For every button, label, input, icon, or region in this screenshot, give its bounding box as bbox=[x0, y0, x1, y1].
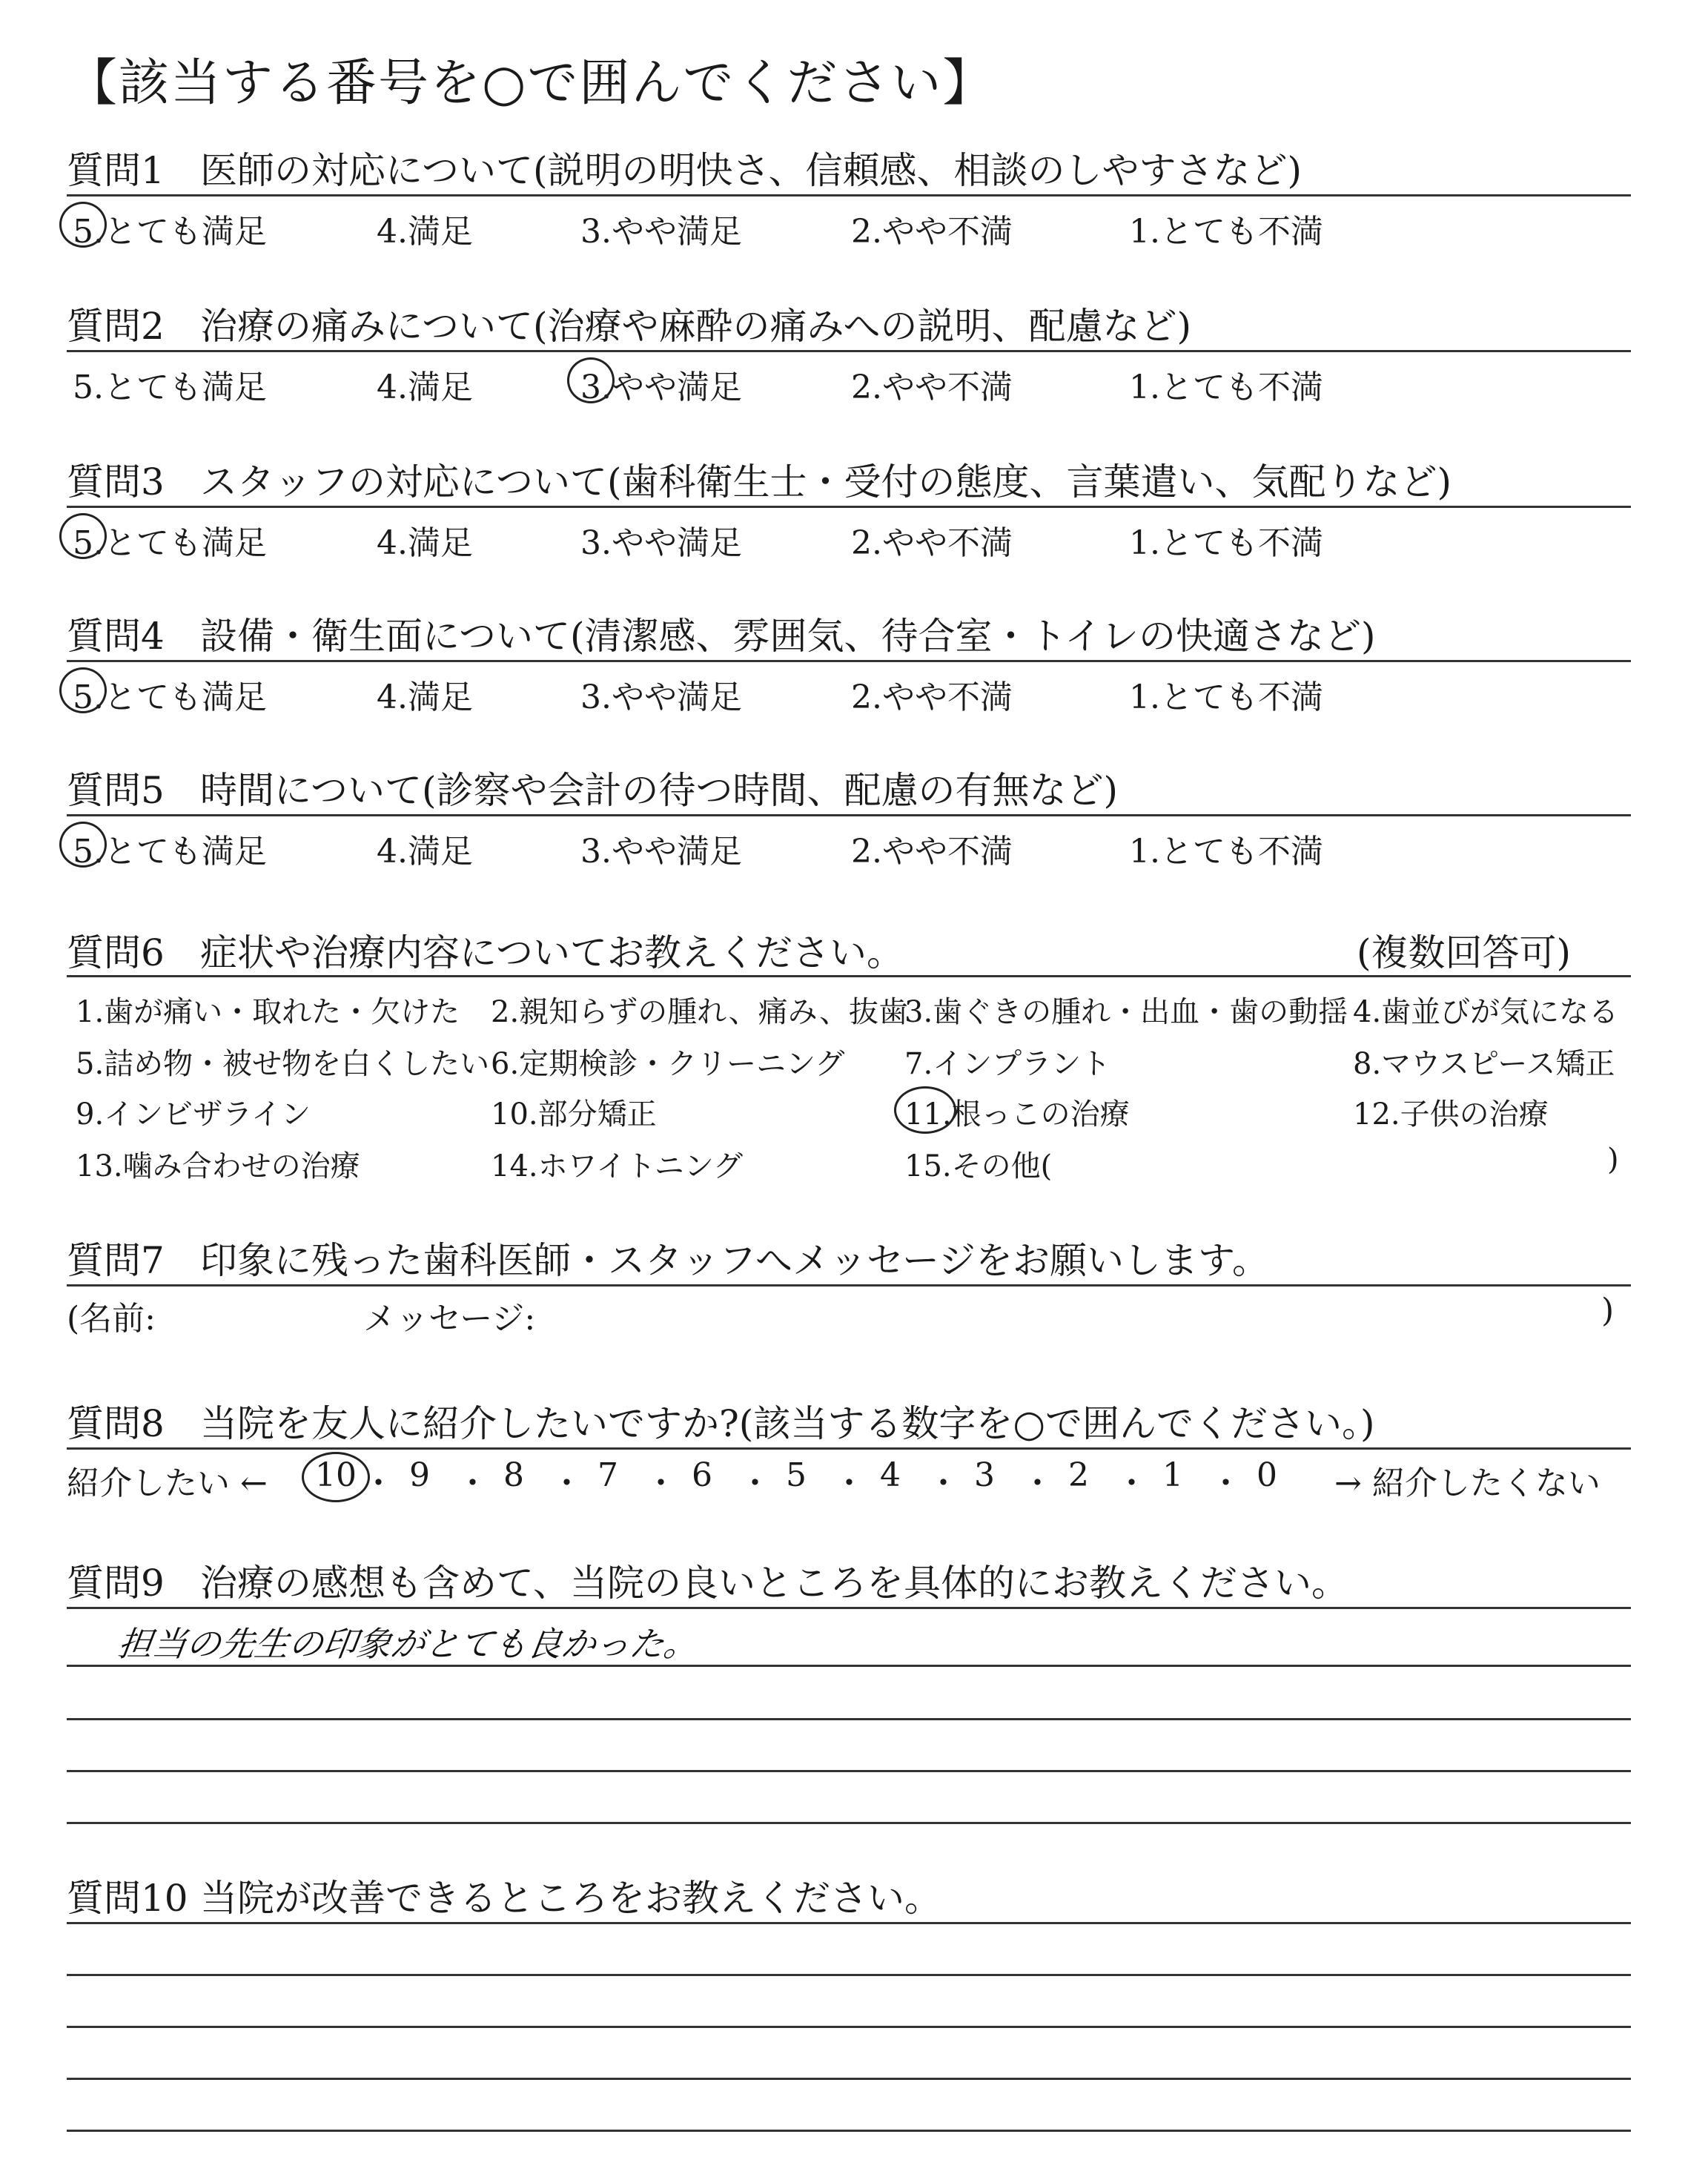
handwritten-answer: 担当の先生の印象がとても良かった。 bbox=[115, 1624, 701, 1664]
rating-option-selected[interactable]: 5.とても満足 bbox=[73, 678, 267, 716]
question-number: 質問5 bbox=[67, 769, 165, 812]
symptom-option[interactable]: 5.詰め物・被せ物を白くしたい bbox=[76, 1047, 490, 1081]
rating-question bbox=[67, 761, 1631, 872]
rating-option[interactable]: 3.やや満足 bbox=[580, 213, 742, 251]
question-rule bbox=[67, 1447, 1631, 1450]
question-rule bbox=[67, 975, 1631, 977]
scale-value[interactable]: 7 bbox=[598, 1456, 618, 1494]
rating-option[interactable]: 1.とても不満 bbox=[1129, 213, 1323, 251]
rating-option[interactable]: 5.とても満足 bbox=[73, 369, 267, 406]
question-10 bbox=[67, 1869, 1631, 2150]
rating-option[interactable]: 2.やや不満 bbox=[851, 369, 1013, 406]
symptom-option[interactable]: 4.歯並びが気になる bbox=[1353, 995, 1619, 1029]
rating-option[interactable]: 1.とても不満 bbox=[1129, 524, 1323, 562]
rating-option[interactable]: 4.満足 bbox=[377, 524, 473, 562]
symptom-option[interactable]: 12.子供の治療 bbox=[1353, 1097, 1549, 1132]
rating-option-selected[interactable]: 5.とても満足 bbox=[73, 833, 267, 871]
question-number: 質問3 bbox=[67, 460, 165, 503]
message-label: メッセージ: bbox=[363, 1300, 536, 1338]
answer-line bbox=[67, 2078, 1631, 2080]
question-7 bbox=[67, 1231, 1631, 1342]
question-text: 治療の痛みについて(治療や麻酔の痛みへの説明、配慮など) bbox=[200, 305, 1192, 348]
symptom-option[interactable]: 8.マウスピース矯正 bbox=[1353, 1047, 1615, 1081]
question-number: 質問9 bbox=[67, 1562, 165, 1605]
question-title bbox=[67, 297, 1191, 350]
question-text: 当院が改善できるところをお教えください。 bbox=[200, 1877, 941, 1920]
scale-value[interactable]: 1 bbox=[1162, 1456, 1183, 1494]
scale-separator: ・ bbox=[644, 1464, 678, 1502]
scale-separator: ・ bbox=[1209, 1464, 1242, 1502]
question-rule bbox=[67, 506, 1631, 508]
rating-option[interactable]: 4.満足 bbox=[377, 369, 473, 406]
scale-separator: ・ bbox=[456, 1464, 489, 1502]
question-title bbox=[67, 1553, 1348, 1607]
rating-option[interactable]: 1.とても不満 bbox=[1129, 369, 1323, 406]
answer-line bbox=[67, 2130, 1631, 2132]
name-label: (名前: bbox=[67, 1300, 156, 1338]
rating-option[interactable]: 1.とても不満 bbox=[1129, 833, 1323, 871]
question-text: 当院を友人に紹介したいですか?(該当する数字を○で囲んでください。) bbox=[200, 1402, 1375, 1445]
scale-separator: ・ bbox=[362, 1464, 395, 1502]
scale-value[interactable]: 2 bbox=[1068, 1456, 1089, 1494]
question-rule bbox=[67, 814, 1631, 816]
recommend-right-label: → 紹介したくない bbox=[1334, 1464, 1601, 1502]
multiple-answer-note: (複数回答可) bbox=[1357, 931, 1572, 974]
question-number: 質問7 bbox=[67, 1239, 165, 1282]
scale-value[interactable]: 9 bbox=[409, 1456, 430, 1494]
question-text: 症状や治療内容についてお教えください。 bbox=[200, 931, 904, 974]
rating-option[interactable]: 1.とても不満 bbox=[1129, 678, 1323, 716]
question-title bbox=[67, 141, 1302, 194]
page-header: 【該当する番号を○で囲んでください】 bbox=[67, 54, 995, 113]
rating-option[interactable]: 2.やや不満 bbox=[851, 213, 1013, 251]
answer-line bbox=[67, 1922, 1631, 1924]
closing-paren: ) bbox=[1601, 1292, 1615, 1330]
symptom-option[interactable]: 3.歯ぐきの腫れ・出血・歯の動揺 bbox=[904, 995, 1348, 1029]
scale-separator: ・ bbox=[927, 1464, 960, 1502]
rating-option[interactable]: 4.満足 bbox=[377, 678, 473, 716]
question-text: 医師の対応について(説明の明快さ、信頼感、相談のしやすさなど) bbox=[200, 149, 1302, 192]
question-title bbox=[67, 452, 1452, 506]
scale-separator: ・ bbox=[738, 1464, 772, 1502]
symptom-option[interactable]: 9.インビザライン bbox=[76, 1097, 311, 1132]
answer-line bbox=[67, 1822, 1631, 1824]
rating-option[interactable]: 4.満足 bbox=[377, 833, 473, 871]
symptom-option[interactable]: 1.歯が痛い・取れた・欠けた bbox=[76, 995, 460, 1029]
question-number: 質問10 bbox=[67, 1877, 188, 1920]
rating-option-selected[interactable]: 5.とても満足 bbox=[73, 524, 267, 562]
answer-line bbox=[67, 2026, 1631, 2028]
symptom-option[interactable]: 6.定期検診・クリーニング bbox=[491, 1047, 845, 1081]
question-number: 質問4 bbox=[67, 615, 165, 658]
scale-value[interactable]: 4 bbox=[880, 1456, 901, 1494]
scale-value[interactable]: 0 bbox=[1257, 1456, 1277, 1494]
scale-value[interactable]: 3 bbox=[974, 1456, 995, 1494]
symptom-option-selected[interactable]: 11.根っこの治療 bbox=[904, 1097, 1130, 1132]
rating-question bbox=[67, 141, 1631, 252]
scale-value-selected[interactable]: 10 bbox=[315, 1456, 357, 1494]
question-rule bbox=[67, 350, 1631, 352]
question-number: 質問2 bbox=[67, 305, 165, 348]
rating-option-selected[interactable]: 5.とても満足 bbox=[73, 213, 267, 251]
symptom-option[interactable]: 14.ホワイトニング bbox=[491, 1149, 744, 1183]
symptom-option[interactable]: 10.部分矯正 bbox=[491, 1097, 657, 1132]
question-number: 質問8 bbox=[67, 1402, 165, 1445]
symptom-option[interactable]: 15.その他( bbox=[904, 1149, 1053, 1183]
question-title bbox=[67, 1394, 1374, 1447]
rating-option[interactable]: 3.やや満足 bbox=[580, 524, 742, 562]
symptom-option[interactable]: 7.インプラント bbox=[904, 1047, 1111, 1081]
question-rule bbox=[67, 1284, 1631, 1287]
question-title bbox=[67, 607, 1376, 660]
scale-separator: ・ bbox=[1115, 1464, 1148, 1502]
question-text: 時間について(診察や会計の待つ時間、配慮の有無など) bbox=[200, 769, 1119, 812]
symptom-option[interactable]: 13.噛み合わせの治療 bbox=[76, 1149, 360, 1183]
question-text: 設備・衛生面について(清潔感、雰囲気、待合室・トイレの快適さなど) bbox=[200, 615, 1376, 658]
rating-option-selected[interactable]: 3.やや満足 bbox=[580, 369, 742, 406]
question-6 bbox=[67, 923, 1631, 1183]
answer-line bbox=[67, 1770, 1631, 1772]
scale-separator: ・ bbox=[1021, 1464, 1054, 1502]
question-text: スタッフの対応について(歯科衛生士・受付の態度、言葉遣い、気配りなど) bbox=[200, 460, 1452, 503]
symptom-option[interactable]: 2.親知らずの腫れ、痛み、抜歯 bbox=[491, 995, 908, 1029]
rating-option[interactable]: 3.やや満足 bbox=[580, 678, 742, 716]
question-9 bbox=[67, 1553, 1631, 1835]
question-rule bbox=[67, 660, 1631, 662]
answer-line bbox=[67, 1974, 1631, 1976]
scale-separator: ・ bbox=[550, 1464, 583, 1502]
question-title bbox=[67, 1231, 1269, 1284]
rating-option[interactable]: 2.やや不満 bbox=[851, 678, 1013, 716]
rating-option[interactable]: 4.満足 bbox=[377, 213, 473, 251]
question-number: 質問1 bbox=[67, 149, 165, 192]
scale-separator: ・ bbox=[833, 1464, 866, 1502]
rating-question bbox=[67, 297, 1631, 408]
answer-line bbox=[67, 1607, 1631, 1609]
scale-value[interactable]: 8 bbox=[503, 1456, 524, 1494]
question-title bbox=[67, 923, 904, 977]
rating-option[interactable]: 2.やや不満 bbox=[851, 524, 1013, 562]
rating-question bbox=[67, 607, 1631, 718]
rating-option[interactable]: 3.やや満足 bbox=[580, 833, 742, 871]
question-8 bbox=[67, 1394, 1631, 1513]
other-close-paren: ) bbox=[1607, 1143, 1619, 1177]
rating-option[interactable]: 2.やや不満 bbox=[851, 833, 1013, 871]
question-title bbox=[67, 1869, 941, 1922]
question-title bbox=[67, 761, 1118, 814]
scale-value[interactable]: 5 bbox=[786, 1456, 807, 1494]
rating-question bbox=[67, 452, 1631, 564]
question-text: 印象に残った歯科医師・スタッフへメッセージをお願いします。 bbox=[200, 1239, 1269, 1282]
question-rule bbox=[67, 194, 1631, 196]
question-number: 質問6 bbox=[67, 931, 165, 974]
question-text: 治療の感想も含めて、当院の良いところを具体的にお教えください。 bbox=[200, 1562, 1348, 1605]
recommend-left-label: 紹介したい ← bbox=[67, 1464, 268, 1502]
scale-value[interactable]: 6 bbox=[692, 1456, 712, 1494]
answer-line bbox=[67, 1718, 1631, 1720]
answer-line bbox=[67, 1665, 1631, 1667]
